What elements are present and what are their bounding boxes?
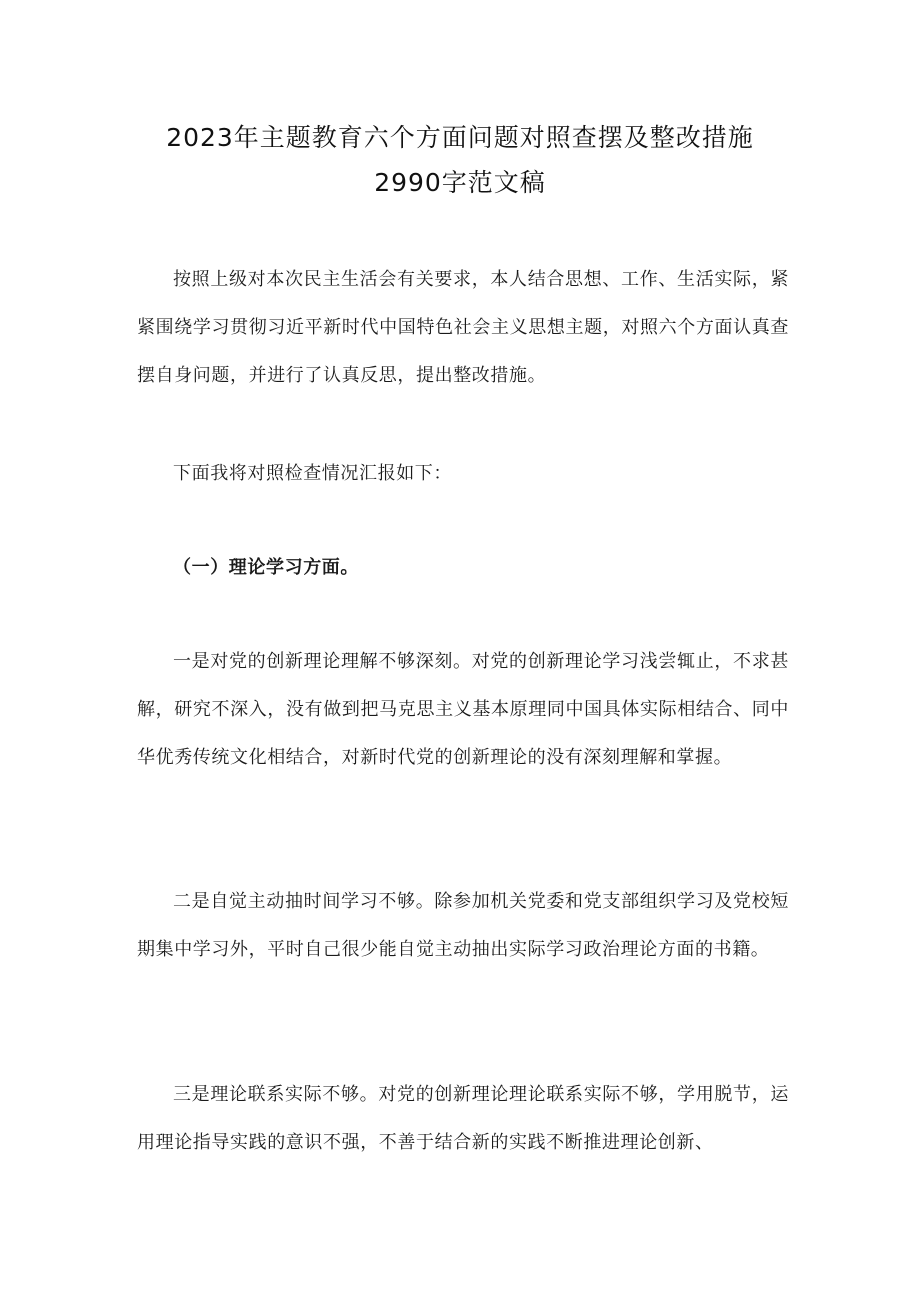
section-heading-theory-study: （一）理论学习方面。 [173,557,359,578]
issue-paragraph-1: 一是对党的创新理论理解不够深刻。对党的创新理论学习浅尝辄止，不求甚解，研究不深入，没有做到把马克思主义基本原理同中国具体实际相结合、同中华优秀传统文化相结合，对新时代党的创新理论的没有深刻理解和掌握。 [137,651,789,768]
document-title-line-2: 2990字范文稿 [374,168,546,197]
issue-paragraph-3: 三是理论联系实际不够。对党的创新理论理论联系实际不够，学用脱节，运用理论指导实践的意识不强，不善于结合新的实践不断推进理论创新、 [137,1084,789,1153]
lead-paragraph: 下面我将对照检查情况汇报如下： [173,463,452,484]
document-title-line-1: 2023年主题教育六个方面问题对照查摆及整改措施 [166,123,754,152]
intro-paragraph: 按照上级对本次民主生活会有关要求，本人结合思想、工作、生活实际，紧紧围绕学习贯彻习近平新时代中国特色社会主义思想主题，对照六个方面认真查摆自身问题，并进行了认真反思，提出整改措施。 [137,269,789,386]
issue-paragraph-2: 二是自觉主动抽时间学习不够。除参加机关党委和党支部组织学习及党校短期集中学习外，平时自己很少能自觉主动抽出实际学习政治理论方面的书籍。 [137,891,789,960]
